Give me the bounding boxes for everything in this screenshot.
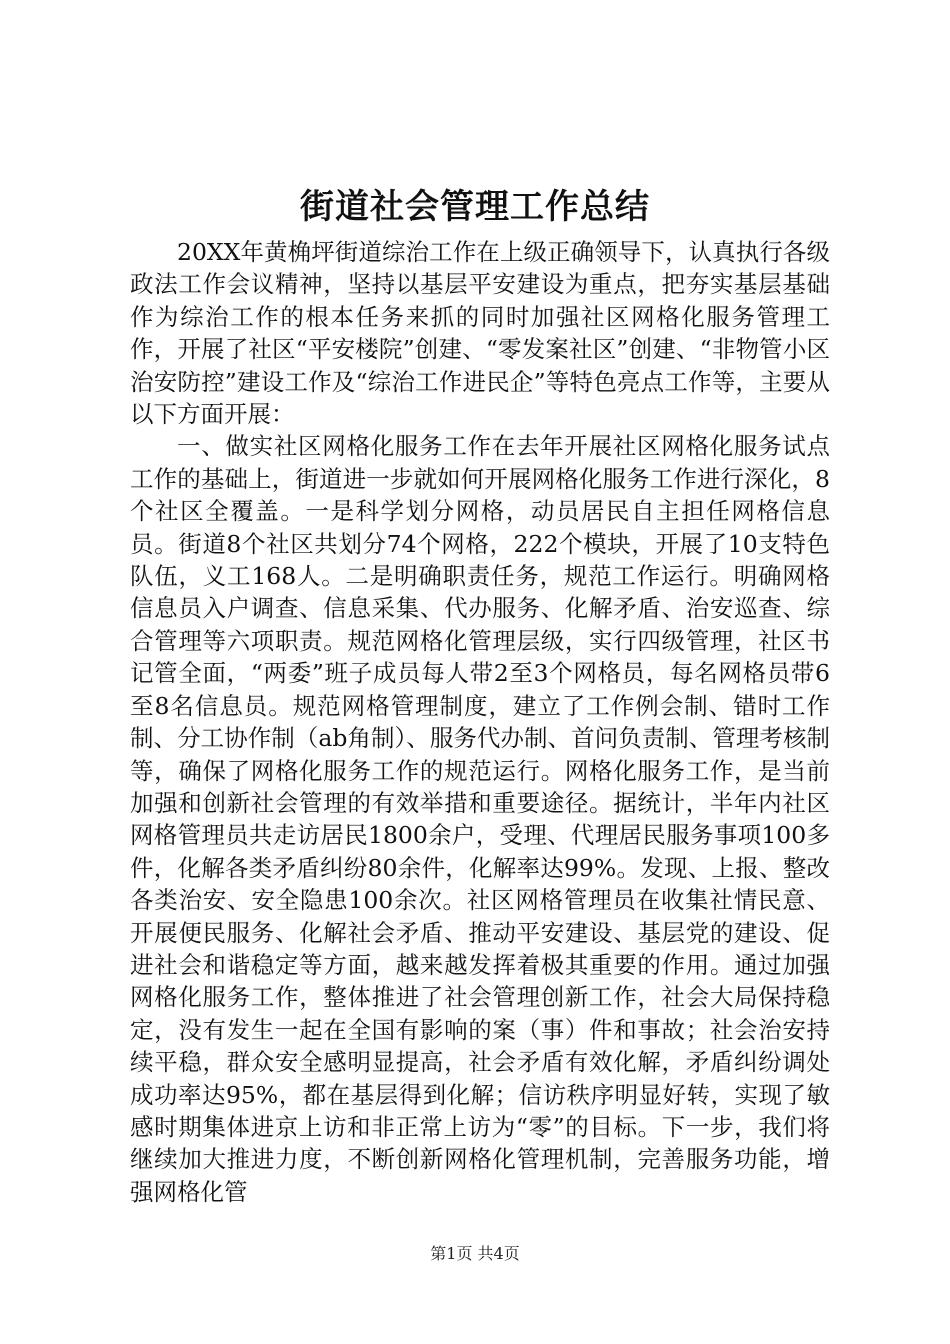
paragraph-intro: 20XX年黄桷坪街道综治工作在上级正确领导下，认真执行各级政法工作会议精神，坚持以基层平安建设为重点，把夯实基层基础作为综治工作的根本任务来抓的同时加强社区网格化服务管理工作，开展了社区“平安楼院”创建、“零发案社区”创建、“非物管小区治安防控”建设工作及“综治工作进民企”等特色亮点工作等，主要从以下方面开展：: [130, 238, 830, 429]
page-number-footer: 第1页 共4页: [430, 1244, 520, 1263]
paragraph-section-one: 一、做实社区网格化服务工作在去年开展社区网格化服务试点工作的基础上，街道进一步就如何开展网格化服务工作进行深化，8个社区全覆盖。一是科学划分网格，动员居民自主担任网格信息员。街道8个社区共划分74个网格，222个模块，开展了10支特色队伍，义工168人。二是明确职责任务，规范工作运行。明确网格信息员入户调查、信息采集、代办服务、化解矛盾、治安巡查、综合管理等六项职责。规范网格化管理层级，实行四级管理，社区书记管全面，“两委”班子成员每人带2至3个网格员，每名网格员带6至8名信息员。规范网格管理制度，建立了工作例会制、错时工作制、分工协作制（ab角制）、服务代办制、首问负责制、管理考核制等，确保了网格化服务工作的规范运行。网格化服务工作，是当前加强和创新社会管理的有效举措和重要途径。据统计，半年内社区网格管理员共走访居民1800余户，受理、代理居民服务事项100多件，化解各类矛盾纠纷80余件，化解率达99%。发现、上报、整改各类治安、安全隐患100余次。社区网格管理员在收集社情民意、开展便民服务、化解社会矛盾、推动平安建设、基层党的建设、促进社会和谐稳定等方面，越来越发挥着极其重要的作用。通过加强网格化服务工作，整体推进了社会管理创新工作，社会大局保持稳定，没有发生一起在全国有影响的案（事）件和事故；社会治安持续平稳，群众安全感明显提高，社会矛盾有效化解，矛盾纠纷调处成功率达95%，都在基层得到化解；信访秩序明显好转，实现了敏感时期集体进京上访和非正常上访为“零”的目标。下一步，我们将继续加大推进力度，不断创新网格化管理机制，完善服务功能，增强网格化管: [130, 432, 830, 1206]
document-body: [130, 236, 830, 1208]
document-title: 街道社会管理工作总结: [300, 187, 650, 227]
